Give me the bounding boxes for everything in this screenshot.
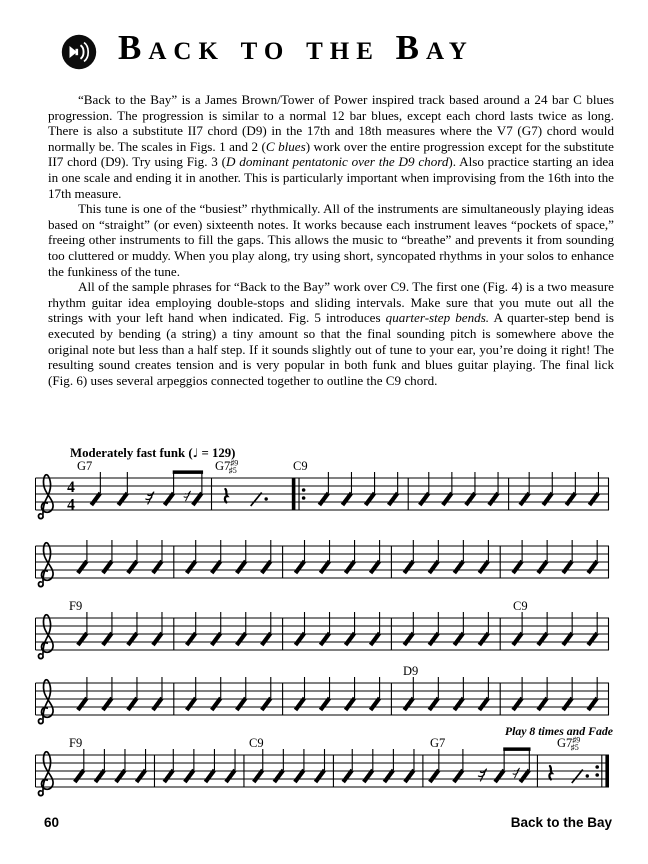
staff-notation	[35, 458, 613, 522]
svg-text:4: 4	[67, 496, 75, 514]
footer-book-title: Back to the Bay	[510, 815, 612, 830]
paragraph: “Back to the Bay” is a James Brown/Tower of Power inspired track based around a 24 bar C blues progression. The progression is similar to a normal 12 bar blues, except each chord lasts twice as long. There is also a substitute II7 chord (D9) in the 17th and 18th measures where the V7 (G7) chord would normally be. The scales in Figs. 1 and 2 (C blues) work over the entire progression except for the substitute II7 chord (D9). Try using Fig. 3 (D dominant pentatonic over the D9 chord). Also practice starting an idea in one scale and ending it in another. This is particularly important when improvising from the 16th into the 17th measure.	[48, 92, 614, 201]
staff-2	[35, 526, 613, 590]
staff-notation	[35, 663, 613, 727]
staff-notation	[35, 598, 613, 662]
staff-3	[35, 598, 613, 662]
staff-1	[35, 458, 613, 522]
paragraph: All of the sample phrases for “Back to the Bay” work over C9. The first one (Fig. 4) is a two measure rhythm guitar idea employing double-stops and sliding intervals. Make sure that you mute out all the strings with your left hand when indicated. Fig. 5 introduces quarter-step bends. A quarter-step bend is executed by bending (a string) a tiny amount so that the final sounding pitch is somewhere above the original note but less than a half step. If it sounds slightly out of tune to your ear, you’re doing it right! The resulting sound creates tension and is very popular in both funk and blues guitar playing. The final lick (Fig. 6) uses several arpeggios connected together to outline the C9 chord.	[48, 279, 614, 388]
chord-symbol: $G7^{♯9}$ ♯5	[557, 735, 581, 752]
staff-5	[35, 735, 613, 799]
play-direction: Play 8 times and Fade	[504, 724, 613, 738]
chord-symbol: F9	[69, 736, 83, 750]
body-text	[48, 92, 614, 388]
chord-symbol: C9	[249, 736, 264, 750]
speaker-icon	[60, 33, 98, 71]
chord-symbol: D9	[403, 664, 419, 678]
page-title: Back to the Bay	[118, 28, 474, 67]
tempo-bpm: = 129)	[198, 446, 236, 460]
chord-symbol: G7	[77, 459, 93, 473]
svg-text:4: 4	[67, 479, 75, 496]
staff-4	[35, 663, 613, 727]
chord-symbol: $G7^{♯9}$ ♯5	[215, 458, 239, 475]
tempo-label: Moderately fast funk (	[70, 446, 193, 460]
chord-symbol: F9	[69, 599, 83, 613]
staff-notation	[35, 526, 613, 590]
chord-symbol: G7	[430, 736, 446, 750]
paragraph: This tune is one of the “busiest” rhythmically. All of the instruments are simultaneously playing ideas based on “straight” (or even) sixteenth notes. It works because each instrument leaves “pockets of space,” freeing other instruments to fill the gaps. This allows the music to “breathe” and prevents it from sounding too cluttered or muddy. When you play along, try using short, syncopated rhythms in your solos to enhance the funkiness of the tune.	[48, 201, 614, 279]
chord-symbol: C9	[293, 459, 308, 473]
staff-notation	[35, 735, 613, 799]
page-number: 60	[44, 815, 60, 830]
quarter-note-icon: ♩	[192, 446, 199, 460]
chord-symbol: C9	[513, 599, 528, 613]
